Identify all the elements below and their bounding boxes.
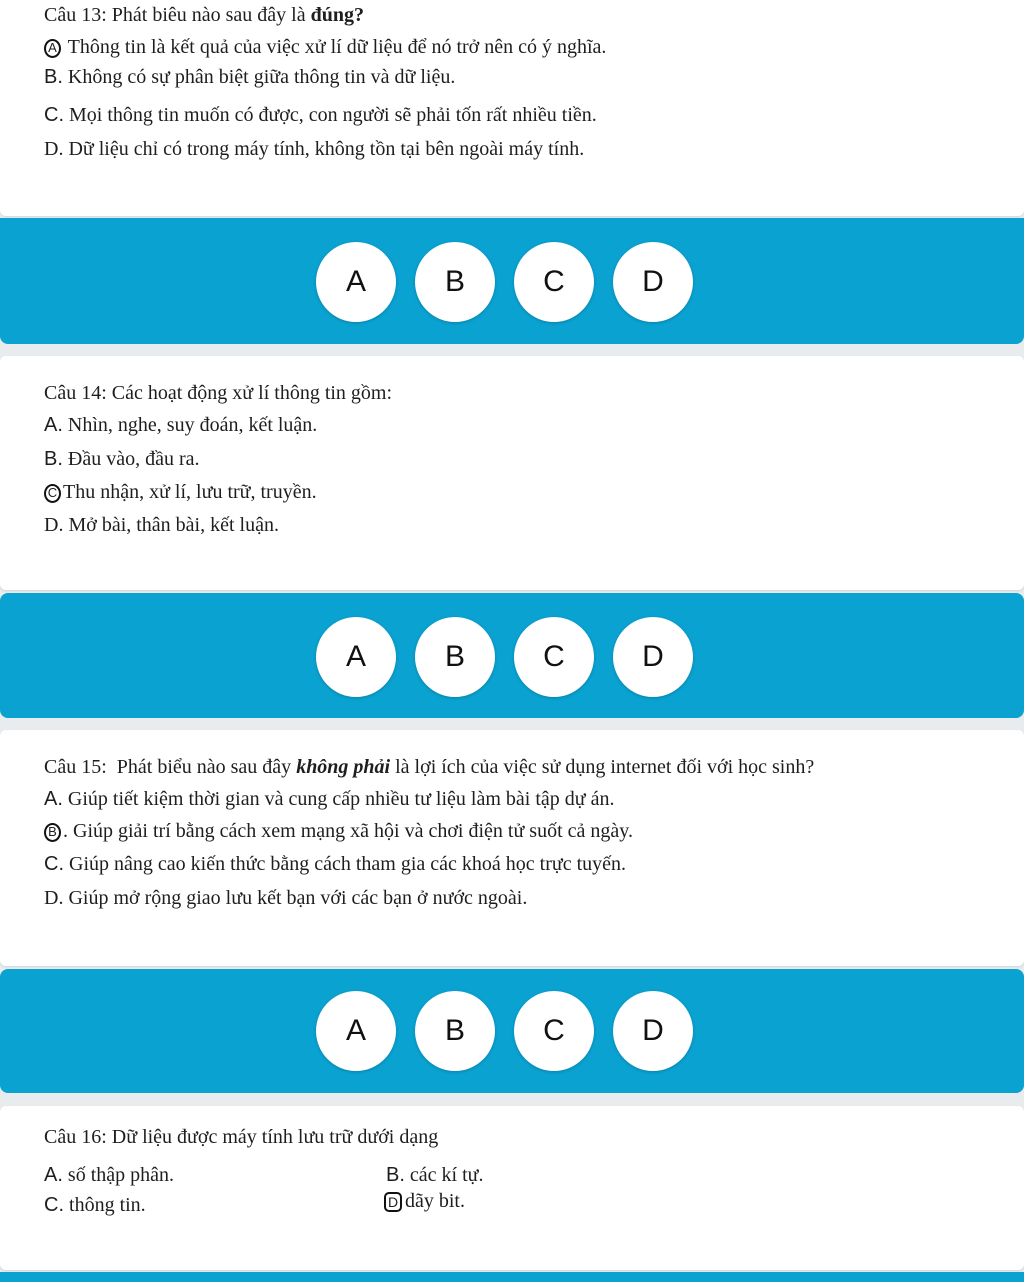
option-b: B . Giúp giải trí bằng cách xem mạng xã hội và chơi điện tử suốt cả ngày. bbox=[44, 818, 633, 844]
option-d: D. Dữ liệu chỉ có trong máy tính, không tồn tại bên ngoài máy tính. bbox=[44, 138, 585, 160]
answer-bar-15 bbox=[0, 969, 1024, 1093]
option-a: A. Giúp tiết kiệm thời gian và cung cấp nhiều tư liệu làm bài tập dự án. bbox=[44, 788, 615, 810]
answer-button-a[interactable]: A bbox=[316, 617, 396, 697]
circled-answer-mark-icon: B bbox=[44, 823, 61, 842]
question-stem: Câu 15: Phát biểu nào sau đây không phải là lợi ích của việc sử dụng internet đối với học sinh? bbox=[44, 756, 815, 778]
answer-button-d[interactable]: D bbox=[613, 991, 693, 1071]
answer-button-d[interactable]: D bbox=[613, 617, 693, 697]
answer-bar-14 bbox=[0, 593, 1024, 718]
answer-button-b[interactable]: B bbox=[415, 991, 495, 1071]
option-d: D. Giúp mở rộng giao lưu kết bạn với các bạn ở nước ngoài. bbox=[44, 887, 528, 909]
answer-button-c[interactable]: C bbox=[514, 617, 594, 697]
bottom-answer-bar-edge bbox=[0, 1272, 1024, 1282]
answer-button-a[interactable]: A bbox=[316, 242, 396, 322]
option-a: A. Nhìn, nghe, suy đoán, kết luận. bbox=[44, 414, 318, 436]
option-d: D dãy bit. bbox=[384, 1188, 465, 1214]
circled-answer-mark-icon: A bbox=[44, 39, 61, 58]
option-c: C. thông tin. bbox=[44, 1194, 146, 1216]
answer-button-d[interactable]: D bbox=[613, 242, 693, 322]
answer-button-b[interactable]: B bbox=[415, 242, 495, 322]
question-stem: Câu 16: Dữ liệu được máy tính lưu trữ dưới dạng bbox=[44, 1126, 439, 1148]
question-card-15 bbox=[0, 730, 1024, 966]
answer-button-c[interactable]: C bbox=[514, 991, 594, 1071]
option-a: A Thông tin là kết quả của việc xử lí dữ liệu để nó trở nên có ý nghĩa. bbox=[44, 34, 606, 60]
question-card-14 bbox=[0, 356, 1024, 590]
option-d: D. Mở bài, thân bài, kết luận. bbox=[44, 514, 279, 536]
question-stem: Câu 14: Các hoạt động xử lí thông tin gồm: bbox=[44, 382, 393, 404]
question-card-16 bbox=[0, 1106, 1024, 1270]
boxed-answer-mark-icon: D bbox=[384, 1192, 402, 1212]
option-b: B. Đầu vào, đầu ra. bbox=[44, 448, 200, 470]
option-c: C. Giúp nâng cao kiến thức bằng cách tham gia các khoá học trực tuyến. bbox=[44, 853, 627, 875]
option-c: C Thu nhận, xử lí, lưu trữ, truyền. bbox=[44, 479, 317, 505]
answer-button-c[interactable]: C bbox=[514, 242, 594, 322]
answer-bar-13 bbox=[0, 218, 1024, 344]
option-a: A. số thập phân. bbox=[44, 1164, 174, 1186]
option-b: B. các kí tự. bbox=[386, 1164, 484, 1186]
answer-button-b[interactable]: B bbox=[415, 617, 495, 697]
option-c: C. Mọi thông tin muốn có được, con người sẽ phải tốn rất nhiều tiền. bbox=[44, 104, 597, 126]
circled-answer-mark-icon: C bbox=[44, 484, 61, 503]
question-stem: Câu 13: Phát biêu nào sau đây là đúng? bbox=[44, 4, 364, 26]
option-b: B. Không có sự phân biệt giữa thông tin và dữ liệu. bbox=[44, 66, 456, 88]
question-card-13 bbox=[0, 0, 1024, 216]
answer-button-a[interactable]: A bbox=[316, 991, 396, 1071]
